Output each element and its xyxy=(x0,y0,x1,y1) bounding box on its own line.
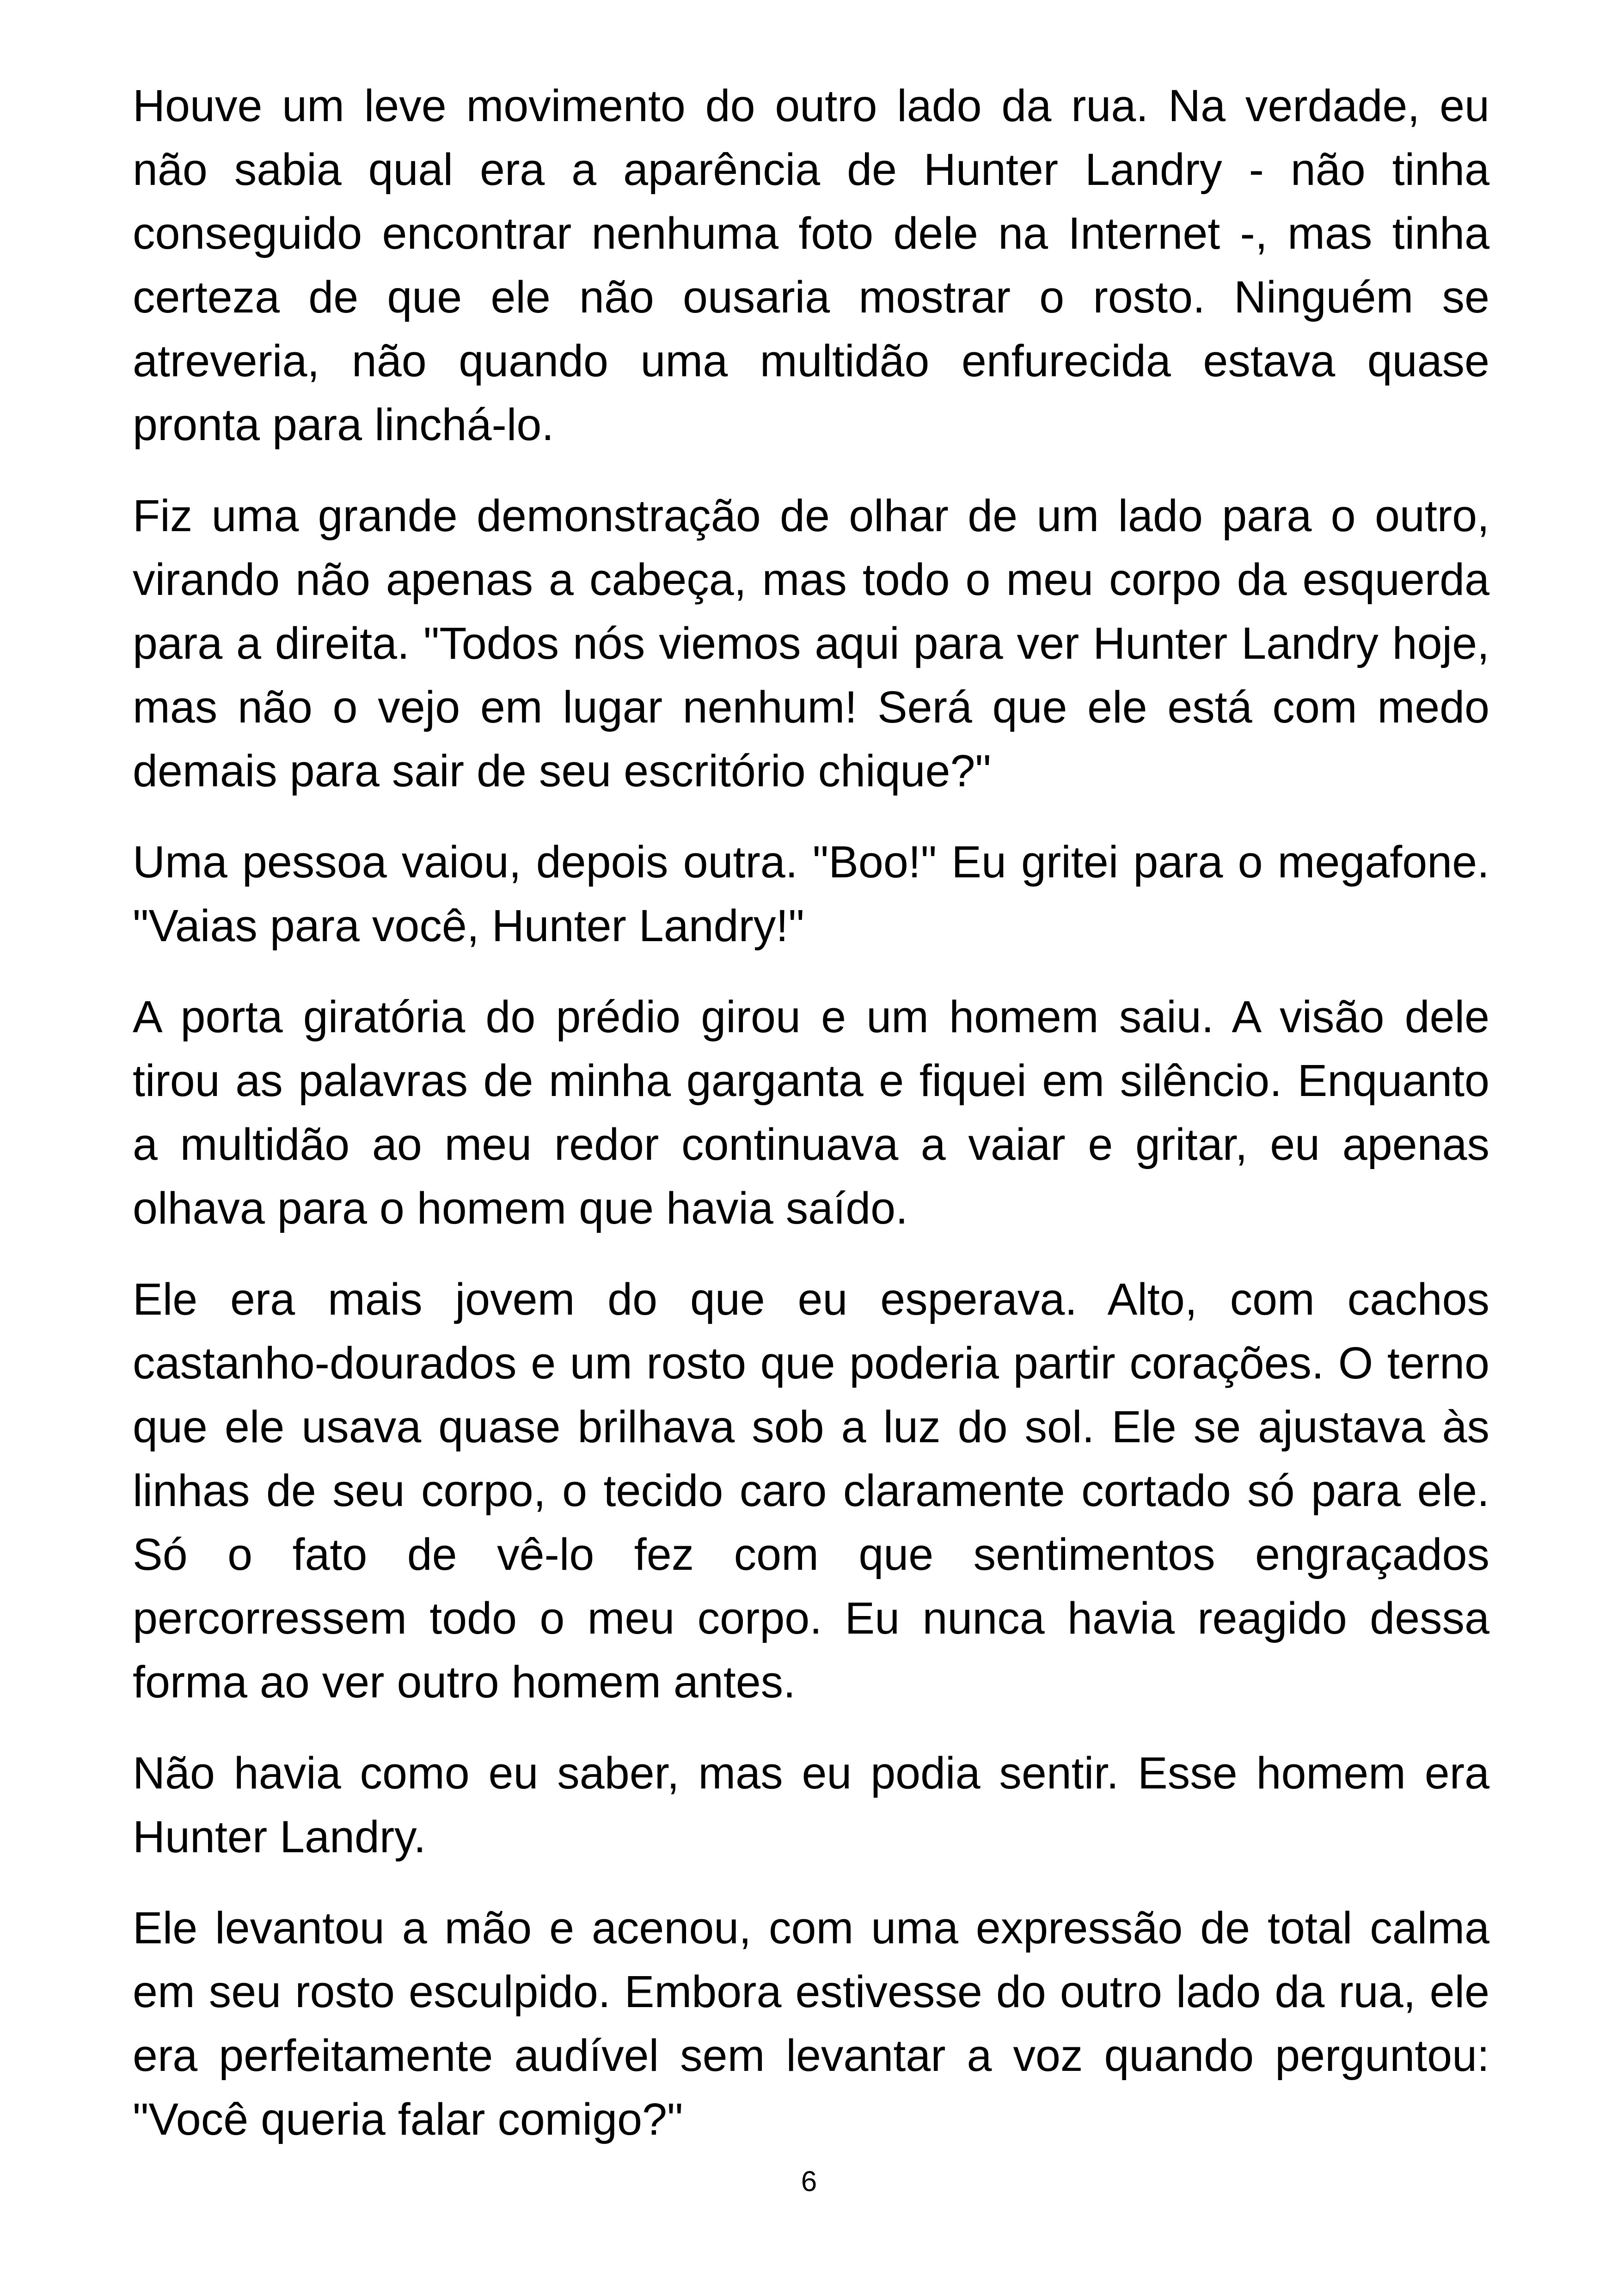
paragraph-7: Ele levantou a mão e acenou, com uma expressão de total calma em seu rosto esculpido. Embora estivesse do outro lado da rua, ele era perfeitamente audível sem levantar a voz quando perguntou: "Você queria falar comigo?" xyxy=(133,1903,1489,2144)
page-number: 6 xyxy=(801,2166,817,2198)
paragraph-2: Fiz uma grande demonstração de olhar de um lado para o outro, virando não apenas a cabeça, mas todo o meu corpo da esquerda para a direita. "Todos nós viemos aqui para ver Hunter Landry hoje, mas não o vejo em lugar nenhum! Será que ele está com medo demais para sair de seu escritório chique?" xyxy=(133,490,1489,796)
paragraph-5: Ele era mais jovem do que eu esperava. Alto, com cachos castanho-dourados e um rosto que poderia partir corações. O terno que ele usava quase brilhava sob a luz do sol. Ele se ajustava às linhas de seu corpo, o tecido caro claramente cortado só para ele. Só o fato de vê-lo fez com que sentimentos engraçados percorressem todo o meu corpo. Eu nunca havia reagido dessa forma ao ver outro homem antes. xyxy=(133,1274,1489,1707)
paragraph-6: Não havia como eu saber, mas eu podia sentir. Esse homem era Hunter Landry. xyxy=(133,1748,1489,1862)
paragraph-1: Houve um leve movimento do outro lado da rua. Na verdade, eu não sabia qual era a aparência de Hunter Landry - não tinha conseguido encontrar nenhuma foto dele na Internet -, mas tinha certeza de que ele não ousaria mostrar o rosto. Ninguém se atreveria, não quando uma multidão enfurecida estava quase pronta para linchá-lo. xyxy=(133,80,1489,450)
body-text xyxy=(133,74,1489,2179)
paragraph-4: A porta giratória do prédio girou e um homem saiu. A visão dele tirou as palavras de minha garganta e fiquei em silêncio. Enquanto a multidão ao meu redor continuava a vaiar e gritar, eu apenas olhava para o homem que havia saído. xyxy=(133,992,1489,1233)
paragraph-3: Uma pessoa vaiou, depois outra. "Boo!" Eu gritei para o megafone. "Vaias para você, Hunter Landry!" xyxy=(133,837,1489,951)
